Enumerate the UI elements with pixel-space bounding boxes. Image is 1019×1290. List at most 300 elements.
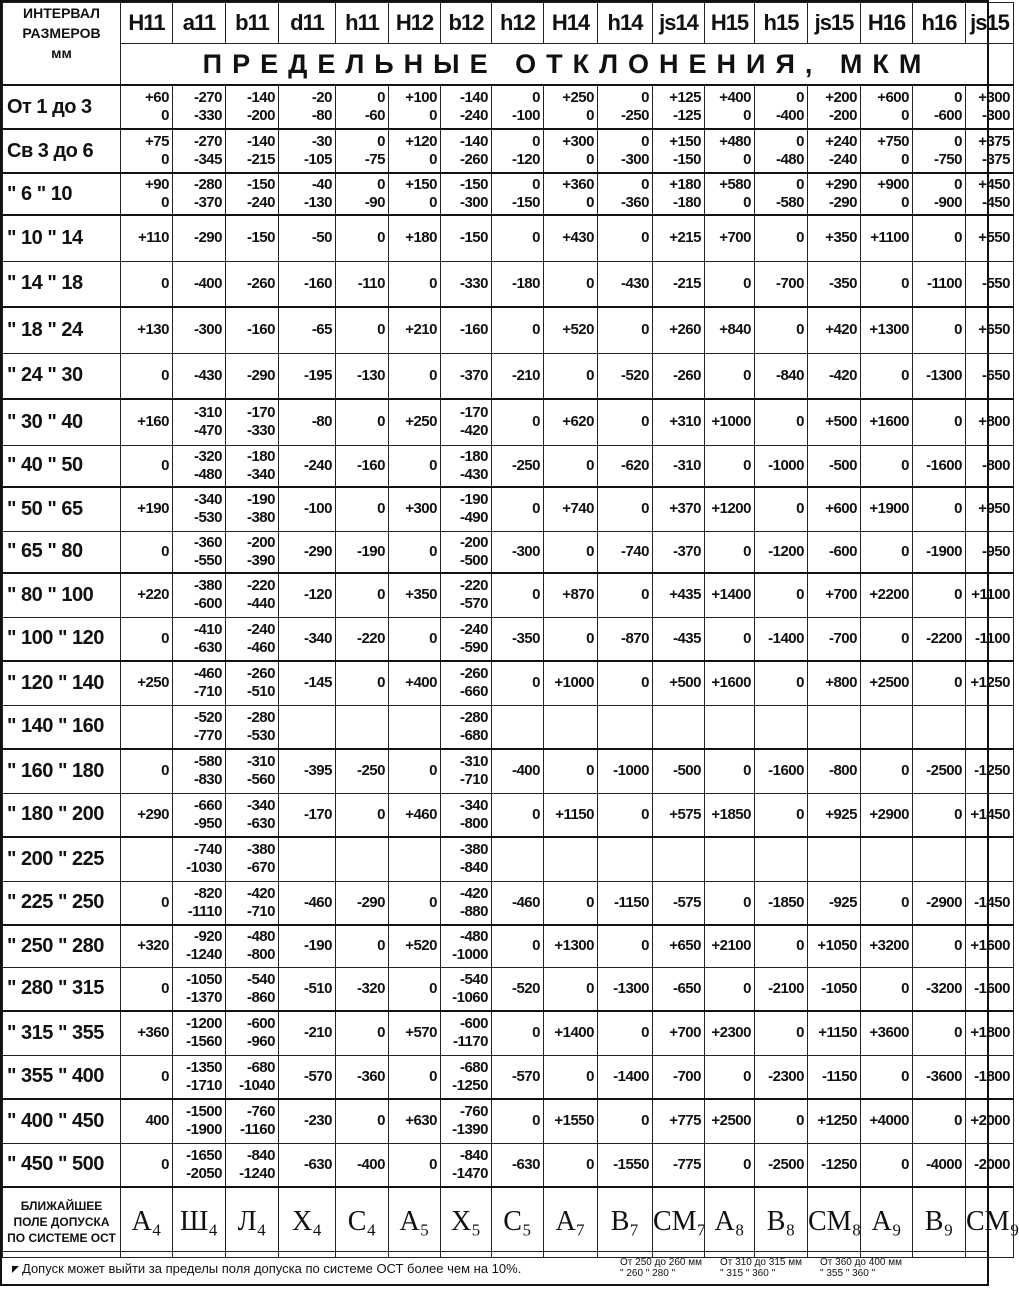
deviation-value: 0 — [743, 107, 751, 124]
deviation-value: +550 — [978, 229, 1010, 247]
deviation-cell — [913, 399, 966, 445]
deviation-value: -1250 — [821, 1155, 857, 1173]
deviation-value: +290 — [137, 805, 169, 823]
deviation-value: +1100 — [870, 229, 909, 247]
column-header: H16 — [861, 3, 913, 44]
size-range: " 140 " 160 — [3, 705, 121, 749]
deviation-cell — [389, 1143, 441, 1187]
deviation-value: -340 — [246, 796, 275, 814]
deviation-value: -300 — [620, 151, 649, 168]
deviation-value: -350 — [511, 629, 540, 647]
deviation-value: -145 — [303, 674, 332, 692]
size-range: " 280 " 315 — [3, 967, 121, 1011]
deviation-cell — [861, 129, 913, 173]
footnote-2: От 310 до 315 мм " 315 " 360 " — [720, 1257, 802, 1279]
note-marker-icon — [12, 1266, 19, 1273]
deviation-value: 0 — [377, 89, 385, 106]
deviation-value: -860 — [246, 988, 275, 1006]
deviation-value: -1900 — [926, 542, 962, 560]
deviation-cell — [598, 573, 653, 617]
deviation-value: -1250 — [452, 1076, 488, 1094]
deviation-cell — [121, 881, 173, 925]
column-header: h14 — [598, 3, 653, 44]
deviation-cell — [173, 1143, 226, 1187]
deviation-value: 0 — [532, 176, 540, 193]
deviation-value: +110 — [138, 229, 169, 247]
deviation-value: -215 — [672, 274, 701, 292]
deviation-value: -140 — [246, 89, 275, 106]
deviation-value: -395 — [303, 762, 332, 780]
deviation-value: -420 — [459, 884, 488, 902]
deviation-cell — [653, 661, 705, 705]
deviation-cell — [705, 487, 755, 531]
column-header: js14 — [653, 3, 705, 44]
deviation-cell — [121, 967, 173, 1011]
deviation-value: -1550 — [613, 1155, 649, 1173]
deviation-value: -1050 — [821, 979, 857, 997]
deviation-value: -500 — [459, 551, 488, 569]
deviation-value: 0 — [641, 133, 649, 150]
deviation-value: -40 — [311, 176, 332, 193]
deviation-value: -1050 — [186, 970, 222, 988]
deviation-value: 0 — [532, 500, 540, 518]
deviation-value: +700 — [719, 229, 751, 247]
deviation-value: 0 — [743, 762, 751, 780]
deviation-value: -1200 — [768, 542, 804, 560]
deviation-value: -190 — [459, 491, 488, 509]
deviation-value: -200 — [459, 533, 488, 551]
deviation-cell — [653, 967, 705, 1011]
deviation-value: +250 — [137, 674, 169, 692]
deviation-cell — [441, 661, 492, 705]
deviation-cell — [598, 261, 653, 307]
deviation-value: -1390 — [452, 1121, 488, 1139]
deviation-value: 0 — [901, 456, 909, 474]
deviation-value: -380 — [246, 509, 275, 527]
deviation-cell — [389, 837, 441, 881]
deviation-value: 0 — [377, 229, 385, 247]
deviation-cell — [336, 353, 389, 399]
deviation-cell — [861, 1011, 913, 1055]
ost-field: А₅ — [389, 1187, 441, 1257]
tolerance-grid — [2, 2, 1019, 1258]
deviation-value: -460 — [303, 893, 332, 911]
deviation-value: 0 — [641, 500, 649, 518]
deviation-value: -630 — [511, 1155, 540, 1173]
deviation-value: -520 — [620, 366, 649, 384]
deviation-value: 0 — [429, 629, 437, 647]
deviation-value: +1300 — [554, 937, 594, 955]
deviation-value: -20 — [311, 89, 332, 106]
column-header: H11 — [121, 3, 173, 44]
deviation-value: -650 — [981, 366, 1010, 384]
deviation-value: 0 — [743, 151, 751, 168]
deviation-cell — [598, 837, 653, 881]
deviation-value: -130 — [303, 194, 332, 211]
deviation-cell — [913, 837, 966, 881]
deviation-value: +620 — [562, 413, 594, 431]
deviation-value: -320 — [356, 979, 385, 997]
deviation-value: -250 — [620, 107, 649, 124]
deviation-cell — [226, 215, 279, 261]
deviation-cell — [441, 487, 492, 531]
deviation-cell — [544, 307, 598, 353]
size-range: " 30 " 40 — [3, 399, 121, 445]
deviation-cell — [705, 705, 755, 749]
deviation-value: -430 — [620, 274, 649, 292]
deviation-cell — [653, 1011, 705, 1055]
deviation-cell — [173, 749, 226, 793]
deviation-value: 0 — [641, 1024, 649, 1042]
deviation-cell — [279, 705, 336, 749]
deviation-value: -2050 — [186, 1164, 222, 1182]
ost-label-line: ПОЛЕ ДОПУСКА — [13, 1215, 110, 1230]
deviation-value: -1600 — [926, 456, 962, 474]
deviation-value: 0 — [532, 586, 540, 604]
deviation-cell — [336, 307, 389, 353]
deviation-value: -1000 — [768, 456, 804, 474]
deviation-value: 0 — [641, 229, 649, 247]
deviation-cell — [336, 573, 389, 617]
deviation-cell — [492, 1055, 544, 1099]
deviation-value: 0 — [743, 1155, 751, 1173]
deviation-cell — [544, 837, 598, 881]
deviation-value: -650 — [672, 979, 701, 997]
deviation-cell — [389, 307, 441, 353]
deviation-value: 0 — [532, 229, 540, 247]
deviation-value: +200 — [825, 89, 857, 106]
deviation-cell — [544, 573, 598, 617]
deviation-cell — [913, 881, 966, 925]
deviation-cell — [389, 925, 441, 967]
deviation-value: -2500 — [926, 762, 962, 780]
deviation-value: +650 — [978, 321, 1010, 339]
deviation-value: -925 — [828, 893, 857, 911]
deviation-cell — [598, 967, 653, 1011]
deviation-cell — [966, 445, 1014, 487]
size-range: " 6 " 10 — [3, 173, 121, 215]
deviation-value: -90 — [364, 194, 385, 211]
deviation-value: 0 — [532, 805, 540, 823]
deviation-cell — [653, 307, 705, 353]
deviation-value: -375 — [981, 151, 1010, 168]
deviation-value: -240 — [246, 620, 275, 638]
deviation-value: 0 — [796, 586, 804, 604]
deviation-value: -1900 — [186, 1121, 222, 1139]
deviation-value: 0 — [954, 1024, 962, 1042]
deviation-value: -2000 — [974, 1155, 1010, 1173]
column-header: H15 — [705, 3, 755, 44]
deviation-value: -840 — [246, 1146, 275, 1164]
deviation-value: -2500 — [768, 1155, 804, 1173]
deviation-cell — [173, 487, 226, 531]
deviation-cell — [389, 445, 441, 487]
deviation-cell — [653, 1099, 705, 1143]
size-range: " 400 " 450 — [3, 1099, 121, 1143]
deviation-cell — [653, 837, 705, 881]
deviation-cell — [389, 617, 441, 661]
deviation-value: -340 — [246, 465, 275, 483]
deviation-value: -370 — [672, 542, 701, 560]
deviation-value: -775 — [672, 1155, 701, 1173]
deviation-cell — [755, 215, 808, 261]
deviation-value: +1850 — [711, 805, 751, 823]
deviation-cell — [389, 487, 441, 531]
size-range: " 14 " 18 — [3, 261, 121, 307]
deviation-value: 0 — [743, 542, 751, 560]
deviation-cell — [966, 487, 1014, 531]
deviation-cell — [389, 967, 441, 1011]
deviation-value: +360 — [562, 176, 594, 193]
deviation-value: 0 — [954, 89, 962, 106]
deviation-cell — [389, 531, 441, 573]
deviation-cell — [808, 261, 861, 307]
deviation-value: +1400 — [711, 586, 751, 604]
deviation-cell — [492, 261, 544, 307]
deviation-value: +350 — [825, 229, 857, 247]
deviation-cell — [544, 1055, 598, 1099]
deviation-value: 0 — [161, 1067, 169, 1085]
deviation-cell — [755, 1011, 808, 1055]
deviation-value: 0 — [954, 133, 962, 150]
deviation-cell — [861, 307, 913, 353]
deviation-cell — [544, 487, 598, 531]
deviation-value: -480 — [246, 928, 275, 946]
deviation-cell — [544, 617, 598, 661]
deviation-value: -190 — [246, 491, 275, 509]
deviation-cell — [861, 881, 913, 925]
deviation-cell — [598, 173, 653, 215]
deviation-cell — [279, 837, 336, 881]
deviation-cell — [966, 793, 1014, 837]
deviation-cell — [226, 1055, 279, 1099]
deviation-value: 0 — [901, 1155, 909, 1173]
deviation-cell — [544, 1011, 598, 1055]
deviation-cell — [705, 749, 755, 793]
deviation-value: +800 — [825, 674, 857, 692]
deviation-value: -1240 — [186, 946, 222, 964]
deviation-cell — [598, 307, 653, 353]
deviation-value: -220 — [356, 629, 385, 647]
corner-line: ИНТЕРВАЛ — [23, 5, 100, 21]
deviation-value: +1200 — [711, 500, 751, 518]
deviation-cell — [705, 215, 755, 261]
deviation-value: 0 — [901, 893, 909, 911]
deviation-value: -420 — [459, 422, 488, 440]
deviation-value: -1370 — [186, 988, 222, 1006]
deviation-cell — [492, 837, 544, 881]
deviation-cell — [389, 215, 441, 261]
deviation-cell — [598, 925, 653, 967]
deviation-value: 0 — [161, 366, 169, 384]
deviation-cell — [861, 85, 913, 129]
table-row — [3, 129, 1014, 173]
deviation-value: -125 — [672, 107, 701, 124]
deviation-cell — [808, 1143, 861, 1187]
deviation-cell — [226, 261, 279, 307]
deviation-cell — [653, 487, 705, 531]
deviation-value: -300 — [193, 321, 222, 339]
table-row — [3, 1099, 1014, 1143]
deviation-value: -490 — [459, 509, 488, 527]
deviation-cell — [173, 85, 226, 129]
deviation-value: -195 — [303, 366, 332, 384]
deviation-value: +1800 — [970, 1024, 1010, 1042]
deviation-value: -1470 — [452, 1164, 488, 1182]
deviation-cell — [705, 617, 755, 661]
deviation-cell — [441, 307, 492, 353]
footnote-1: От 250 до 260 мм " 260 " 280 " — [620, 1257, 702, 1279]
deviation-value: 0 — [641, 586, 649, 604]
deviation-value: -680 — [459, 726, 488, 744]
deviation-cell — [913, 353, 966, 399]
deviation-value: +1400 — [554, 1024, 594, 1042]
ost-field: Х₄ — [279, 1187, 336, 1257]
deviation-value: 0 — [743, 893, 751, 911]
deviation-value: -700 — [672, 1067, 701, 1085]
deviation-value: 0 — [743, 366, 751, 384]
deviation-value: -80 — [311, 413, 332, 431]
size-range: " 50 " 65 — [3, 487, 121, 531]
deviation-cell — [544, 261, 598, 307]
ost-label — [3, 1187, 121, 1257]
size-range: " 225 " 250 — [3, 881, 121, 925]
deviation-value: -260 — [459, 665, 488, 683]
deviation-value: -60 — [364, 107, 385, 124]
deviation-value: -575 — [672, 893, 701, 911]
deviation-value: +290 — [825, 176, 857, 193]
deviation-cell — [336, 215, 389, 261]
deviation-value: 0 — [429, 542, 437, 560]
deviation-value: -580 — [193, 753, 222, 771]
deviation-value: +700 — [669, 1024, 701, 1042]
deviation-cell — [808, 881, 861, 925]
size-range: " 65 " 80 — [3, 531, 121, 573]
deviation-cell — [492, 85, 544, 129]
deviation-cell — [121, 307, 173, 353]
deviation-cell — [279, 531, 336, 573]
deviation-value: -710 — [459, 771, 488, 789]
deviation-value: -250 — [356, 762, 385, 780]
deviation-value: -210 — [511, 366, 540, 384]
deviation-cell — [441, 793, 492, 837]
column-header: h11 — [336, 3, 389, 44]
deviation-cell — [861, 749, 913, 793]
deviation-value: 0 — [377, 937, 385, 955]
deviation-value: -680 — [459, 1058, 488, 1076]
deviation-value: -400 — [193, 274, 222, 292]
ost-field: С₅ — [492, 1187, 544, 1257]
deviation-cell — [653, 531, 705, 573]
deviation-value: 0 — [796, 937, 804, 955]
deviation-value: -510 — [303, 979, 332, 997]
deviation-value: -3200 — [926, 979, 962, 997]
deviation-cell — [441, 531, 492, 573]
deviation-value: +160 — [137, 413, 169, 431]
deviation-value: 0 — [377, 674, 385, 692]
deviation-cell — [966, 261, 1014, 307]
deviation-value: -500 — [672, 762, 701, 780]
deviation-cell — [226, 1099, 279, 1143]
deviation-value: -2200 — [926, 629, 962, 647]
corner-line: РАЗМЕРОВ — [22, 25, 101, 41]
deviation-cell — [336, 445, 389, 487]
ost-field: СМ₈ — [808, 1187, 861, 1257]
deviation-cell — [808, 967, 861, 1011]
deviation-value: 400 — [145, 1112, 169, 1130]
deviation-cell — [544, 129, 598, 173]
deviation-cell — [808, 445, 861, 487]
deviation-value: 0 — [161, 151, 169, 168]
deviation-cell — [173, 531, 226, 573]
deviation-value: -440 — [246, 595, 275, 613]
table-title: ПРЕДЕЛЬНЫЕ ОТКЛОНЕНИЯ, МКМ — [121, 44, 1014, 86]
footnote-3: От 360 до 400 мм " 355 " 360 " — [820, 1257, 902, 1279]
ost-field: А₇ — [544, 1187, 598, 1257]
size-range: " 24 " 30 — [3, 353, 121, 399]
deviation-cell — [808, 573, 861, 617]
deviation-cell — [226, 881, 279, 925]
deviation-value: -50 — [311, 229, 332, 247]
deviation-cell — [492, 307, 544, 353]
deviation-value: +580 — [719, 176, 751, 193]
deviation-cell — [653, 445, 705, 487]
deviation-value: 0 — [161, 456, 169, 474]
deviation-value: 0 — [429, 366, 437, 384]
deviation-cell — [808, 353, 861, 399]
deviation-value: 0 — [377, 500, 385, 518]
size-range: " 250 " 280 — [3, 925, 121, 967]
deviation-cell — [173, 445, 226, 487]
deviation-cell — [279, 399, 336, 445]
deviation-cell — [544, 881, 598, 925]
deviation-cell — [653, 173, 705, 215]
deviation-cell — [441, 705, 492, 749]
ost-field: СМ₉ — [966, 1187, 1014, 1257]
deviation-value: -360 — [356, 1067, 385, 1085]
deviation-value: 0 — [377, 805, 385, 823]
deviation-value: -260 — [246, 665, 275, 683]
deviation-cell — [121, 215, 173, 261]
deviation-value: -380 — [246, 841, 275, 859]
deviation-value: +650 — [669, 937, 701, 955]
deviation-value: -170 — [303, 805, 332, 823]
deviation-value: 0 — [161, 542, 169, 560]
deviation-value: -250 — [511, 456, 540, 474]
deviation-cell — [913, 531, 966, 573]
deviation-cell — [226, 1143, 279, 1187]
deviation-value: -2100 — [768, 979, 804, 997]
ost-field: Л₄ — [226, 1187, 279, 1257]
deviation-cell — [861, 967, 913, 1011]
column-header: H14 — [544, 3, 598, 44]
size-range: " 160 " 180 — [3, 749, 121, 793]
deviation-cell — [544, 173, 598, 215]
deviation-value: +500 — [669, 674, 701, 692]
deviation-cell — [279, 261, 336, 307]
deviation-cell — [389, 399, 441, 445]
deviation-value: +1300 — [869, 321, 909, 339]
deviation-cell — [121, 705, 173, 749]
deviation-cell — [279, 1011, 336, 1055]
deviation-value: -1200 — [186, 1015, 222, 1033]
deviation-value: +740 — [562, 500, 594, 518]
deviation-cell — [755, 749, 808, 793]
corner-interval-header — [3, 3, 121, 86]
deviation-cell — [808, 129, 861, 173]
deviation-value: +375 — [978, 133, 1010, 150]
deviation-cell — [492, 531, 544, 573]
